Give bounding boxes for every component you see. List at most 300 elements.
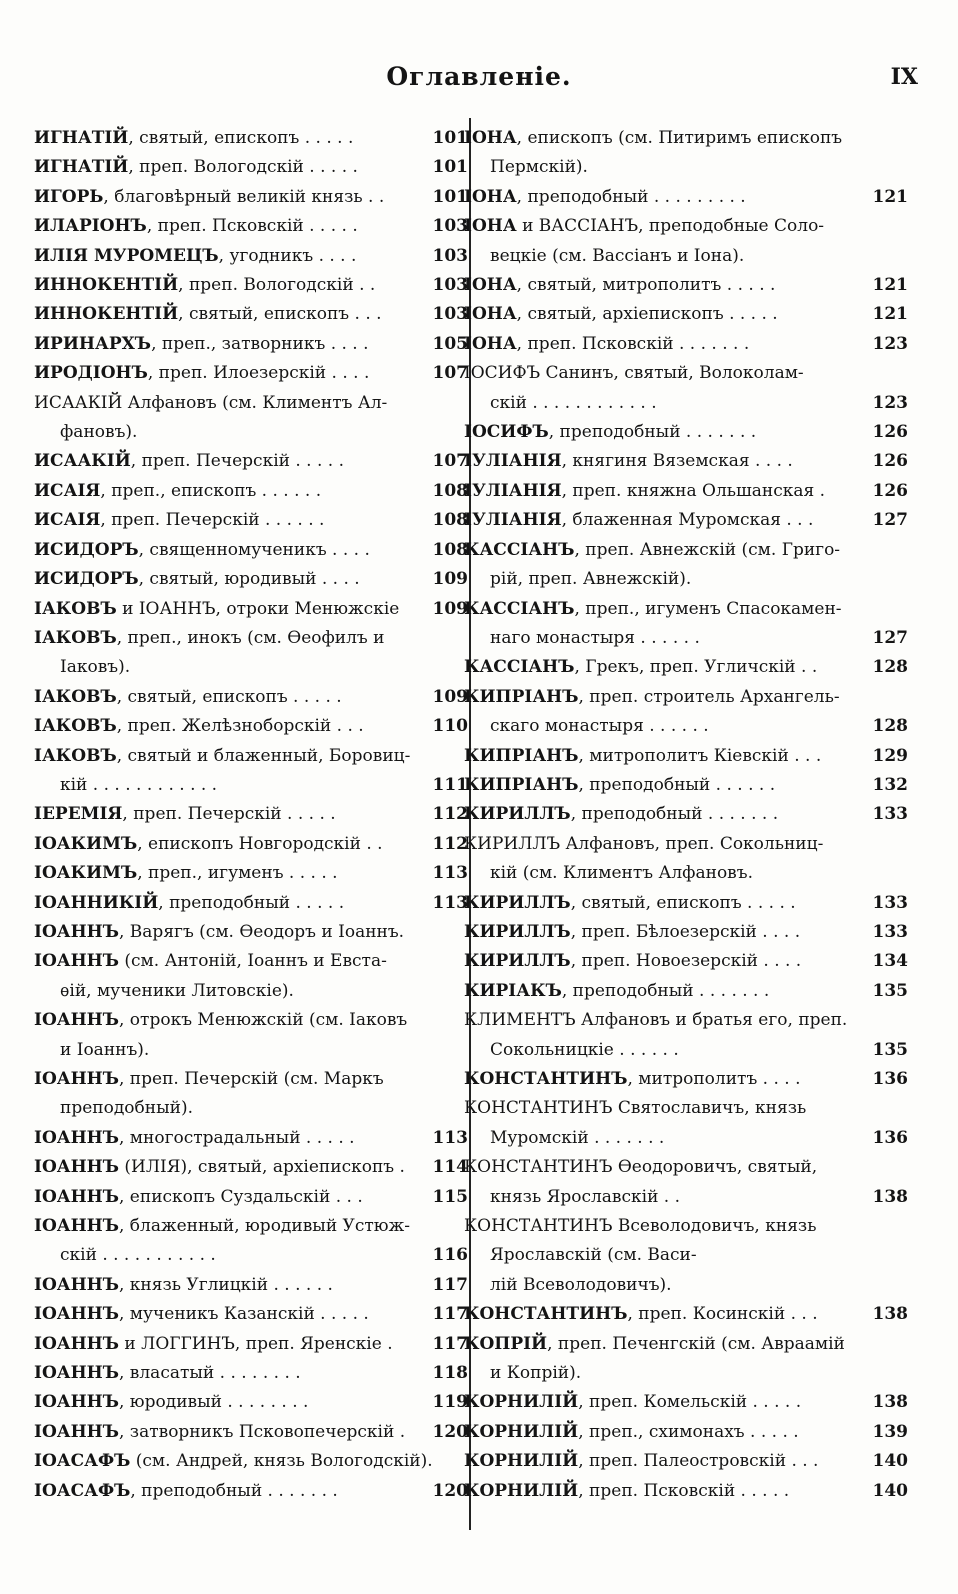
index-entry	[34, 830, 468, 859]
entry-page-number: 117	[432, 1333, 468, 1354]
entry-page-number: 127	[872, 627, 908, 648]
entry-page-number: 128	[872, 716, 908, 737]
entry-headword: ІОАННЪ	[34, 1157, 119, 1178]
entry-first-line: КИПРІАНЪ, преп. строитель Архангель-	[464, 686, 840, 707]
entry-page-number: 126	[872, 451, 908, 472]
entry-text	[34, 624, 468, 683]
entry-first-line: ІОАСАФЪ (см. Андрей, князь Вологодскій).	[34, 1451, 433, 1472]
index-entry	[464, 447, 908, 476]
entry-headword: ІАКОВЪ	[34, 598, 117, 619]
entry-headword: ИСИДОРЪ	[34, 569, 139, 590]
entry-text	[34, 565, 468, 594]
entry-page-number: 103	[432, 304, 468, 325]
entry-headword: ІОНА	[464, 275, 517, 296]
index-entry	[34, 242, 468, 271]
entry-page-number: 119	[432, 1392, 468, 1413]
index-entry	[34, 271, 468, 300]
entry-headword: КАССІАНЪ	[464, 598, 575, 619]
entry-text	[34, 536, 468, 565]
entry-headword: ІОАКИМЪ	[34, 833, 138, 854]
index-entry	[464, 1388, 908, 1417]
entry-page-number: 133	[872, 921, 908, 942]
entry-first-line: КАССІАНЪ, преп., игуменъ Спасокамен-	[464, 598, 842, 619]
entry-text	[34, 742, 468, 801]
entry-first-line: ІОАННЪ, многострадальный . . . . .	[34, 1127, 355, 1148]
entry-first-line: ІОАННЪ, затворникъ Псковопечерскій .	[34, 1421, 406, 1442]
entry-first-line: ИГНАТІЙ, преп. Вологодскій . . . . .	[34, 157, 358, 178]
entry-page-number: 112	[432, 804, 468, 825]
index-entry	[34, 506, 468, 535]
entry-headword: КИРИЛЛЪ	[464, 892, 571, 913]
entry-first-line: КОНСТАНТИНЪ, митрополитъ . . . .	[464, 1069, 801, 1089]
entry-page-number: 103	[432, 275, 468, 296]
entry-first-line: КОРНИЛІЙ, преп. Палеостровскій . . .	[464, 1451, 819, 1472]
entry-headword: ИСАІЯ	[34, 510, 101, 531]
entry-first-line: ІОНА, епископъ (см. Питиримъ епископъ	[464, 128, 843, 148]
entry-first-line: ИЛІЯ МУРОМЕЦЪ, угодникъ . . . .	[34, 245, 357, 266]
entry-first-line: КИПРІАНЪ, преподобный . . . . . .	[464, 774, 776, 795]
entry-headword: ІОАСАФЪ	[34, 1480, 131, 1501]
entry-continuation-line: и Іоаннъ).	[60, 1039, 150, 1060]
entry-headword: ИННОКЕНТІЙ	[34, 304, 179, 325]
entry-text	[464, 1388, 908, 1417]
entry-first-line: КИРИЛЛЪ Алфановъ, преп. Сокольниц-	[464, 833, 824, 854]
entry-text	[34, 153, 468, 182]
entry-headword: ІОНА	[464, 128, 517, 148]
entry-headword: ІОАННЪ	[34, 921, 119, 942]
entry-continuation-line: вецкіе (см. Вассіанъ и Іона).	[490, 245, 745, 266]
entry-headword: ИСААКІЙ	[34, 451, 131, 472]
entry-first-line: ИСААКІЙ, преп. Печерскій . . . . .	[34, 451, 345, 472]
entry-page-number: 101	[432, 128, 468, 148]
entry-page-number: 123	[872, 392, 908, 413]
entry-first-line: ІОАННЪ, блаженный, юродивый Устюж-	[34, 1216, 410, 1237]
entry-page-number: 105	[432, 333, 468, 354]
index-entry	[34, 300, 468, 329]
entry-first-line: ИСИДОРЪ, святый, юродивый . . . .	[34, 569, 360, 590]
entry-first-line: ІОАКИМЪ, епископъ Новгородскій . .	[34, 833, 383, 854]
index-entry	[464, 418, 908, 447]
entry-page-number: 108	[432, 480, 468, 501]
entry-text	[464, 271, 908, 300]
entry-first-line: ІОАННЪ, власатый . . . . . . . .	[34, 1363, 301, 1384]
entry-first-line: ІОНА, преп. Псковскій . . . . . . .	[464, 333, 750, 354]
index-entry	[34, 1065, 468, 1124]
entry-page-number: 120	[432, 1480, 468, 1501]
entry-continuation-line: Іаковъ).	[60, 657, 131, 678]
entry-text	[34, 918, 468, 947]
entry-text	[464, 1065, 908, 1094]
entry-text	[464, 800, 908, 829]
entry-text	[34, 447, 468, 476]
entry-first-line: ІОАСАФЪ, преподобный . . . . . . .	[34, 1480, 338, 1501]
entry-continuation-line: Сокольницкіе . . . . . .	[490, 1039, 679, 1060]
entry-first-line: КОРНИЛІЙ, преп. Псковскій . . . . .	[464, 1480, 790, 1501]
entry-first-line: ИЛАРІОНЪ, преп. Псковскій . . . . .	[34, 216, 358, 237]
entry-headword: ІУЛІАНІЯ	[464, 480, 562, 501]
entry-text	[464, 830, 908, 889]
entry-text	[34, 477, 468, 506]
entry-text	[34, 359, 468, 388]
index-entry	[464, 1006, 908, 1065]
entry-page-number: 135	[872, 1039, 908, 1060]
entry-page-number: 109	[432, 598, 468, 619]
entry-continuation-line: Пермскій).	[490, 157, 588, 178]
index-entry	[464, 683, 908, 742]
entry-first-line: ІОАННИКІЙ, преподобный . . . . .	[34, 892, 345, 913]
entry-text	[34, 1330, 468, 1359]
entry-first-line: ІУЛІАНІЯ, преп. княжна Ольшанская .	[464, 480, 826, 501]
entry-page-number: 126	[872, 480, 908, 501]
entry-text	[34, 800, 468, 829]
index-entry	[34, 1447, 468, 1476]
entry-headword: ИЛІЯ МУРОМЕЦЪ	[34, 245, 219, 266]
index-entry	[464, 830, 908, 889]
entry-continuation-line: Ярославскій (см. Васи-	[490, 1245, 697, 1266]
entry-page-number: 113	[432, 1127, 468, 1148]
index-entry	[464, 183, 908, 212]
entry-headword: ИГНАТІЙ	[34, 128, 129, 148]
entry-page-number: 111	[432, 774, 468, 795]
index-entry	[34, 859, 468, 888]
entry-continuation-line: рій, преп. Авнежскій).	[490, 569, 692, 590]
entry-text	[464, 447, 908, 476]
entry-text	[464, 1418, 908, 1447]
entry-page-number: 140	[872, 1480, 908, 1501]
entry-first-line: ИННОКЕНТІЙ, святый, епископъ . . .	[34, 304, 382, 325]
index-entry	[464, 330, 908, 359]
index-entry	[34, 1388, 468, 1417]
entry-first-line: КОНСТАНТИНЪ Ѳеодоровичъ, святый,	[464, 1157, 818, 1178]
entry-text	[464, 771, 908, 800]
entry-first-line: ІОНА, преподобный . . . . . . . . .	[464, 186, 746, 207]
entry-text	[464, 1094, 908, 1153]
entry-text	[464, 330, 908, 359]
entry-continuation-line: Муромскій . . . . . . .	[490, 1127, 665, 1148]
entry-text	[34, 1418, 468, 1447]
index-entry	[34, 624, 468, 683]
entry-text	[464, 359, 908, 418]
index-entry	[34, 918, 468, 947]
index-entry	[34, 477, 468, 506]
index-entry	[34, 1418, 468, 1447]
entry-text	[34, 1212, 468, 1271]
entry-page-number: 136	[872, 1127, 908, 1148]
entry-text	[464, 742, 908, 771]
entry-continuation-line: кій . . . . . . . . . . . .	[60, 774, 218, 795]
index-entry	[464, 1094, 908, 1153]
entry-text	[34, 830, 468, 859]
entry-first-line: ІОАННЪ, Варягъ (см. Ѳеодоръ и Іоаннъ.	[34, 921, 405, 942]
entry-headword: ИРОДІОНЪ	[34, 363, 148, 384]
entry-first-line: ІОАННЪ, отрокъ Менюжскій (см. Іаковъ	[34, 1010, 408, 1031]
entry-headword: ИЛАРІОНЪ	[34, 216, 147, 237]
index-entry	[464, 212, 908, 271]
entry-page-number: 134	[872, 951, 908, 972]
index-entry	[34, 595, 468, 624]
entry-page-number: 133	[872, 892, 908, 913]
entry-continuation-line: скій . . . . . . . . . . .	[60, 1245, 216, 1266]
entry-continuation-line: фановъ).	[60, 422, 138, 443]
entry-page-number: 101	[432, 186, 468, 207]
entry-continuation-line: преподобный).	[60, 1098, 194, 1119]
index-entry	[34, 330, 468, 359]
entry-page-number: 117	[432, 1304, 468, 1325]
entry-first-line: ІОАННЪ, епископъ Суздальскій . . .	[34, 1186, 363, 1207]
entry-page-number: 121	[872, 275, 908, 296]
entry-first-line: ІАКОВЪ, святый и блаженный, Боровиц-	[34, 745, 411, 766]
index-entry	[464, 1477, 908, 1506]
index-entry	[464, 918, 908, 947]
entry-headword: ІАКОВЪ	[34, 716, 117, 737]
entry-headword: КОРНИЛІЙ	[464, 1480, 579, 1501]
entry-headword: КИРИЛЛЪ	[464, 804, 571, 825]
entry-page-number: 139	[872, 1421, 908, 1442]
entry-first-line: ІУЛІАНІЯ, блаженная Муромская . . .	[464, 510, 814, 531]
entry-text	[34, 1300, 468, 1329]
entry-first-line: КИРИЛЛЪ, преп. Бѣлоезерскій . . . .	[464, 921, 801, 942]
entry-page-number: 112	[432, 833, 468, 854]
index-entry	[34, 1006, 468, 1065]
entry-text	[464, 947, 908, 976]
index-entry	[34, 1330, 468, 1359]
index-entry	[34, 1477, 468, 1506]
entry-headword: ІОСИФЪ	[464, 422, 549, 443]
entry-page-number: 116	[432, 1245, 468, 1266]
index-entry	[464, 536, 908, 595]
entry-headword: ІАКОВЪ	[34, 686, 117, 707]
entry-text	[34, 712, 468, 741]
entry-headword: КАССІАНЪ	[464, 657, 575, 678]
entry-text	[34, 947, 468, 1006]
entry-first-line: ИГОРЬ, благовѣрный великій князь . .	[34, 186, 385, 207]
entry-first-line: ІОНА, святый, архіепископъ . . . . .	[464, 304, 778, 325]
index-entry	[464, 124, 908, 183]
index-entry	[464, 595, 908, 654]
entry-page-number: 109	[432, 686, 468, 707]
entry-headword: ИГОРЬ	[34, 186, 104, 207]
entry-text	[464, 536, 908, 595]
index-entry	[34, 536, 468, 565]
entry-text	[464, 918, 908, 947]
entry-page-number: 123	[872, 333, 908, 354]
entry-headword: ІОАННЪ	[34, 1421, 119, 1442]
entry-first-line: ІАКОВЪ и ІОАННЪ, отроки Менюжскіе	[34, 598, 400, 619]
entry-text	[34, 1124, 468, 1153]
index-entry	[34, 800, 468, 829]
entry-continuation-line: и Копрій).	[490, 1363, 582, 1384]
entry-text	[464, 1006, 908, 1065]
index-entry	[34, 712, 468, 741]
entry-headword: КАССІАНЪ	[464, 539, 575, 560]
entry-text	[34, 889, 468, 918]
entry-page-number: 138	[872, 1304, 908, 1325]
entry-headword: ИННОКЕНТІЙ	[34, 275, 179, 296]
entry-text	[34, 183, 468, 212]
entry-continuation-line: скаго монастыря . . . . . .	[490, 716, 709, 737]
entry-text	[34, 1359, 468, 1388]
entry-text	[34, 1477, 468, 1506]
index-entry	[464, 1300, 908, 1329]
entry-text	[34, 1271, 468, 1300]
entry-text	[34, 271, 468, 300]
entry-first-line: КИРИЛЛЪ, святый, епископъ . . . . .	[464, 892, 796, 913]
entry-headword: ІОНА	[464, 186, 517, 207]
index-entry	[34, 889, 468, 918]
index-entry	[34, 1271, 468, 1300]
entry-page-number: 121	[872, 186, 908, 207]
entry-first-line: ІОАКИМЪ, преп., игуменъ . . . . .	[34, 863, 338, 884]
entry-text	[464, 477, 908, 506]
index-entry	[464, 1153, 908, 1212]
entry-page-number: 108	[432, 539, 468, 560]
entry-text	[464, 506, 908, 535]
entry-first-line: ІОАННЪ, преп. Печерскій (см. Маркъ	[34, 1069, 384, 1089]
entry-page-number: 136	[872, 1069, 908, 1089]
entry-headword: КОРНИЛІЙ	[464, 1451, 579, 1472]
entry-page-number: 115	[432, 1186, 468, 1207]
entry-headword: ІАКОВЪ	[34, 745, 117, 766]
entry-page-number: 140	[872, 1451, 908, 1472]
entry-headword: КИПРІАНЪ	[464, 745, 579, 766]
entry-first-line: ИСАІЯ, преп. Печерскій . . . . . .	[34, 510, 325, 531]
entry-headword: ІОАННЪ	[34, 951, 119, 972]
index-entry	[464, 653, 908, 682]
index-entry	[34, 1183, 468, 1212]
entry-page-number: 133	[872, 804, 908, 825]
entry-text	[464, 1330, 908, 1389]
entry-first-line: ІАКОВЪ, преп., инокъ (см. Ѳеофилъ и	[34, 627, 385, 648]
entry-first-line: КИПРІАНЪ, митрополитъ Кіевскій . . .	[464, 745, 822, 766]
entry-first-line: КАССІАНЪ, Грекъ, преп. Угличскій . .	[464, 657, 818, 678]
entry-first-line: ІЕРЕМІЯ, преп. Печерскій . . . . .	[34, 804, 336, 825]
entry-page-number: 101	[432, 157, 468, 178]
entry-page-number: 109	[432, 569, 468, 590]
index-entry	[34, 683, 468, 712]
entry-headword: ІОАННЪ	[34, 1010, 119, 1031]
entry-first-line: ІОАННЪ (см. Антоній, Іоаннъ и Евста-	[34, 951, 387, 972]
entry-first-line: ИРОДІОНЪ, преп. Илоезерскій . . . .	[34, 363, 370, 384]
left-column	[34, 124, 468, 1506]
entry-text	[34, 389, 468, 448]
entry-page-number: 138	[872, 1392, 908, 1413]
entry-headword: ІОАННЪ	[34, 1069, 119, 1089]
entry-continuation-line: ѳій, мученики Литовскіе).	[60, 980, 294, 1001]
entry-text	[464, 1212, 908, 1300]
entry-text	[34, 1006, 468, 1065]
entry-text	[464, 683, 908, 742]
entry-text	[34, 1388, 468, 1417]
entry-headword: КИПРІАНЪ	[464, 686, 579, 707]
entry-headword: КОНСТАНТИНЪ	[464, 1304, 628, 1325]
entry-continuation-line: князь Ярославскій . .	[490, 1186, 681, 1207]
entry-headword: ІОНА	[464, 333, 517, 354]
entry-continuation-line: лій Всеволодовичъ).	[490, 1274, 672, 1295]
entry-text	[34, 330, 468, 359]
entry-first-line: ІАКОВЪ, преп. Желѣзноборскій . . .	[34, 716, 364, 737]
entry-first-line: ІОНА, святый, митрополитъ . . . . .	[464, 275, 776, 296]
entry-first-line: ИГНАТІЙ, святый, епископъ . . . . .	[34, 128, 354, 148]
entry-page-number: 113	[432, 892, 468, 913]
index-entry	[34, 1359, 468, 1388]
entry-text	[34, 595, 468, 624]
entry-headword: ИСИДОРЪ	[34, 539, 139, 560]
index-entry	[34, 742, 468, 801]
entry-headword: КОРНИЛІЙ	[464, 1392, 579, 1413]
entry-headword: ІОАННЪ	[34, 1333, 119, 1354]
entry-first-line: ІОАННЪ, юродивый . . . . . . . .	[34, 1392, 309, 1413]
entry-first-line: КИРИЛЛЪ, преподобный . . . . . . .	[464, 804, 779, 825]
entry-first-line: КОНСТАНТИНЪ Святославичъ, князь	[464, 1098, 807, 1119]
entry-text	[464, 1447, 908, 1476]
entry-headword: ИГНАТІЙ	[34, 157, 129, 178]
entry-first-line: ІУЛІАНІЯ, княгиня Вяземская . . . .	[464, 451, 793, 472]
index-entry	[464, 506, 908, 535]
entry-headword: ИРИНАРХЪ	[34, 333, 152, 354]
entry-text	[34, 242, 468, 271]
entry-text	[34, 683, 468, 712]
index-entry	[464, 1330, 908, 1389]
entry-page-number: 121	[872, 304, 908, 325]
index-entry	[34, 1212, 468, 1271]
page-title: Оглавленіе.	[386, 62, 572, 91]
entry-text	[464, 183, 908, 212]
entry-first-line: ІОАННЪ (ИЛІЯ), святый, архіепископъ .	[34, 1157, 405, 1178]
entry-headword: ІОАННЪ	[34, 1186, 119, 1207]
entry-page-number: 118	[432, 1363, 468, 1384]
entry-page-number: 107	[432, 451, 468, 472]
entry-first-line: ІОАННЪ, князь Углицкій . . . . . .	[34, 1274, 333, 1295]
entry-first-line: КАССІАНЪ, преп. Авнежскій (см. Григо-	[464, 539, 841, 560]
entry-first-line: ИРИНАРХЪ, преп., затворникъ . . . .	[34, 333, 369, 354]
entry-page-number: 126	[872, 422, 908, 443]
index-entry	[34, 153, 468, 182]
entry-headword: КОРНИЛІЙ	[464, 1421, 579, 1442]
index-entry	[34, 565, 468, 594]
entry-headword: КИРИЛЛЪ	[464, 921, 571, 942]
entry-headword: КОНСТАНТИНЪ	[464, 1069, 628, 1089]
entry-text	[464, 1477, 908, 1506]
entry-text	[34, 1183, 468, 1212]
entry-headword: ІОАННЪ	[34, 1392, 119, 1413]
index-entry	[464, 889, 908, 918]
entry-headword: ІОАННЪ	[34, 1304, 119, 1325]
index-entry	[464, 977, 908, 1006]
entry-first-line: ІОНА и ВАССІАНЪ, преподобные Соло-	[464, 216, 825, 237]
entry-first-line: ІОСИФЪ Санинъ, святый, Волоколам-	[464, 363, 804, 384]
entry-text	[34, 124, 468, 153]
entry-text	[34, 859, 468, 888]
entry-first-line: ИННОКЕНТІЙ, преп. Вологодскій . .	[34, 275, 376, 296]
index-entry	[464, 1212, 908, 1300]
entry-page-number: 103	[432, 245, 468, 266]
index-entry	[34, 389, 468, 448]
entry-text	[34, 1153, 468, 1182]
entry-page-number: 108	[432, 510, 468, 531]
index-entry	[464, 742, 908, 771]
entry-text	[34, 300, 468, 329]
entry-text	[464, 418, 908, 447]
entry-text	[34, 1447, 468, 1476]
entry-headword: ІОНА	[464, 304, 517, 325]
index-entry	[464, 477, 908, 506]
entry-text	[34, 212, 468, 241]
entry-page-number: 138	[872, 1186, 908, 1207]
entry-first-line: КОНСТАНТИНЪ, преп. Косинскій . . .	[464, 1304, 818, 1325]
entry-first-line: КОНСТАНТИНЪ Всеволодовичъ, князь	[464, 1216, 817, 1237]
entry-headword: КИРІАКЪ	[464, 980, 562, 1001]
entry-first-line: ИСИДОРЪ, священномученикъ . . . .	[34, 539, 370, 560]
